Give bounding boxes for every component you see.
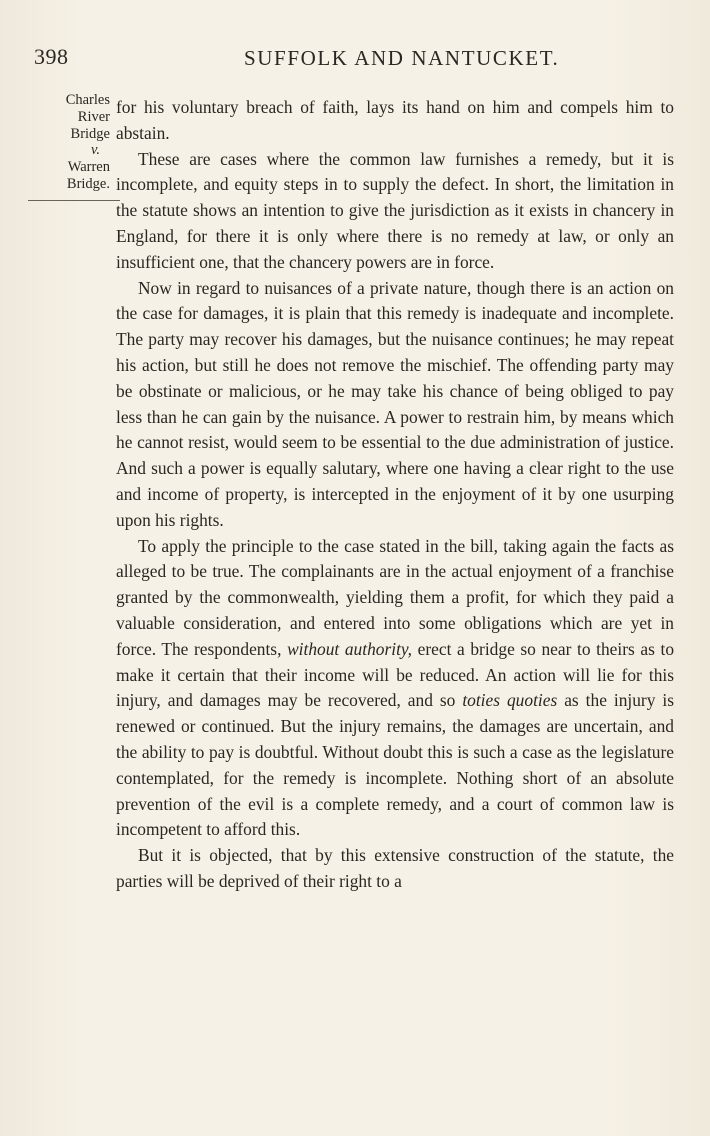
running-head: SUFFOLK AND NANTUCKET. [244,46,560,70]
paragraph: But it is objected, that by this extensive construction of the statute, the parties will be deprived of their right to a [116,845,674,891]
paragraph: for his voluntary breach of faith, lays its hand on him and compels him to abstain. [116,97,674,143]
italic-phrase: without authority, [287,638,413,659]
italic-phrase: toties quoties [462,690,558,711]
page-header [34,44,670,76]
paragraph-text: erect a bridge so near to theirs as to make it certain that their income will be reduced. An action will lie for this injury, and damages may be recovered, and so [116,638,675,711]
body-text [116,95,674,895]
paragraph-text: To apply the principle to the case stated in the bill, taking again the facts as alleged to be true. The complainants are in the actual enjoyment of a franchise granted by the commonwealth, yielding them a profit, for which they paid a valuable consideration, and entered into some obligations which are yet in force. The respondents, [116,535,674,659]
margin-note-line: Bridge [70,125,110,142]
paragraph-text: as the injury is renewed or continued. But the injury remains, the damages are uncertain, and the ability to pay is doubtful. Without doubt this is such a case as the legislature contemplated, for the remedy is incomplete. Nothing short of an absolute prevention of the evil is a complete remedy, and a court of common law is incompetent to afford this. [116,690,674,840]
margin-note-versus: v. [91,142,100,159]
paragraph: These are cases where the common law furnishes a remedy, but it is incomplete, and equity steps in to supply the defect. In short, the limitation in the statute shows an intention to give the jurisdiction as it exists in chancery in England, for there it is only where there is no remedy at law, or only an insufficient one, that the chancery powers are in force. [116,148,674,272]
paragraph: Now in regard to nuisances of a private nature, though there is an action on the case for damages, it is plain that this remedy is inadequate and incomplete. The party may recover his damages, but the nuisance continues; he may repeat his action, but still he does not remove the mischief. The offending party may be obstinate or malicious, or he may take his chance of being obliged to pay less than he can gain by the nuisance. A power to restrain him, by means which he cannot resist, would seem to be essential to the due administration of justice. And such a power is equally salutary, where one having a clear right to the use and income of property, is intercepted in the enjoyment of it by one usurping upon his rights. [116,277,674,530]
paragraph [116,534,674,844]
margin-note-line: Warren [67,159,110,176]
margin-note-line: River [77,108,110,125]
page-number: 398 [34,44,69,69]
margin-note-line: Bridge. [66,175,110,192]
margin-divider [28,200,120,201]
margin-note [30,92,110,193]
margin-note-line: Charles [65,92,110,108]
